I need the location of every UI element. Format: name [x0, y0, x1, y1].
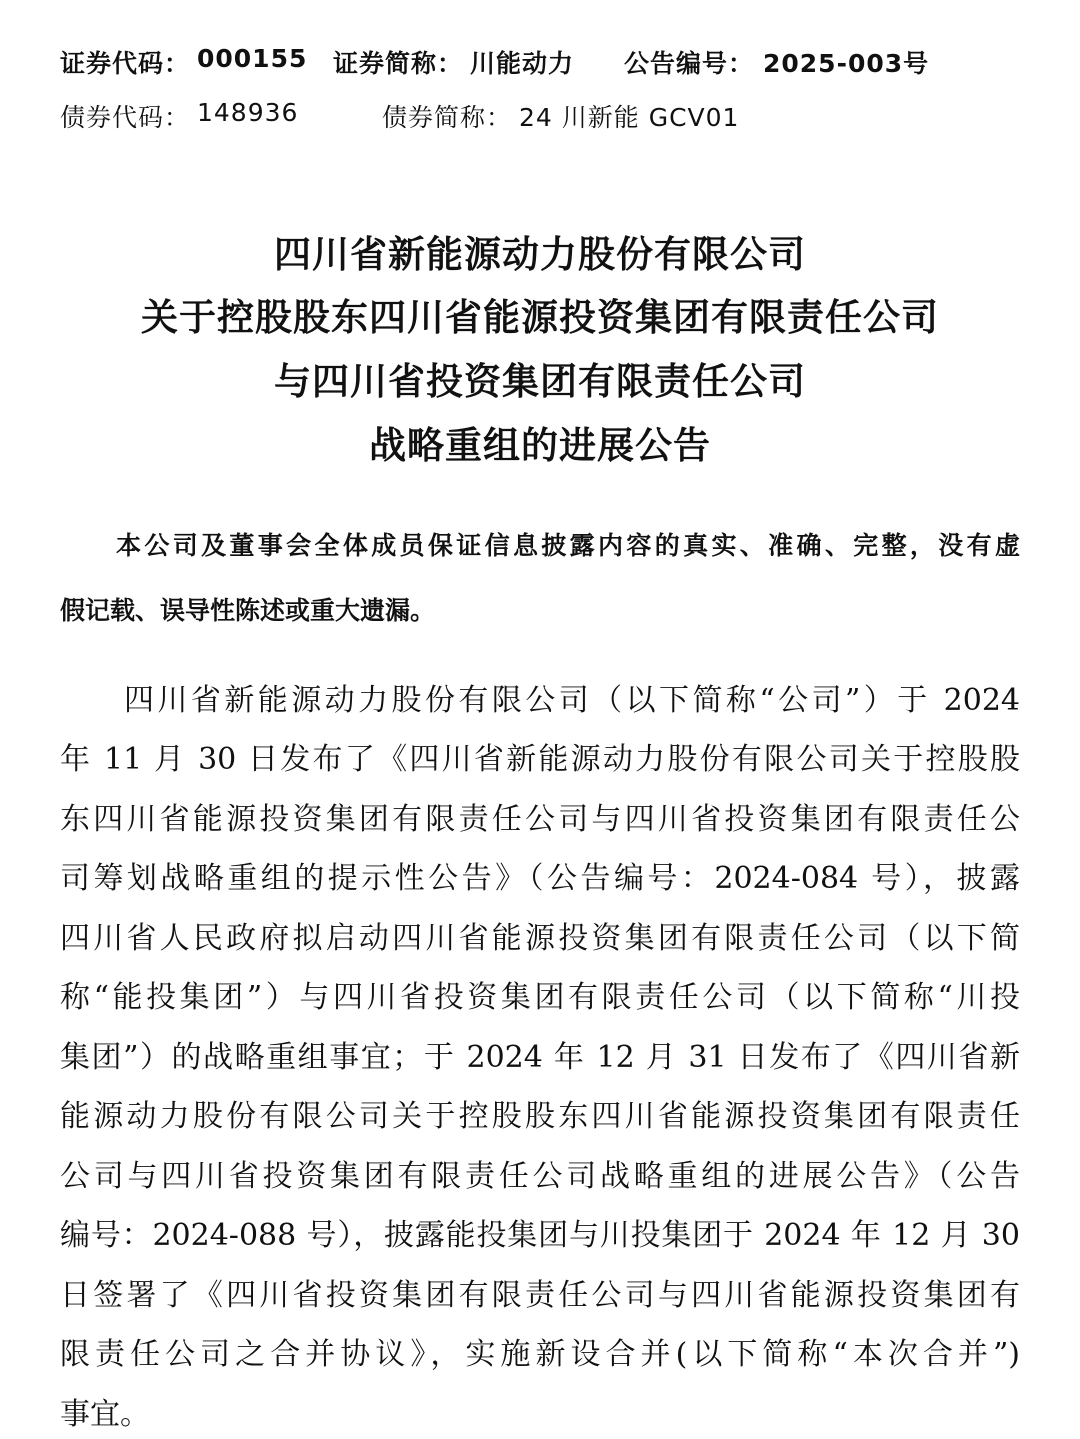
body-line: 四川省新能源动力股份有限公司（以下简称“公司”）于 2024: [124, 683, 1020, 718]
bond-code: 148936: [197, 98, 299, 127]
body-line: 四川省人民政府拟启动四川省能源投资集团有限责任公司（以下简: [60, 921, 1020, 956]
body-line: 集团”）的战略重组事宜；于 2024 年 12 月 31 日发布了《四川省新: [60, 1040, 1020, 1075]
body-line: 能源动力股份有限公司关于控股股东四川省能源投资集团有限责任: [60, 1099, 1020, 1134]
body-line: 日签署了《四川省投资集团有限责任公司与四川省能源投资集团有: [60, 1278, 1020, 1313]
declaration-line: 本公司及董事会全体成员保证信息披露内容的真实、准确、完整，没有虚: [116, 531, 1020, 560]
stock-name: 川能动力: [470, 49, 575, 78]
title-line: 战略重组的进展公告: [369, 423, 711, 467]
title-line: 四川省新能源动力股份有限公司: [274, 232, 806, 276]
body-line: 称“能投集团”）与四川省投资集团有限责任公司（以下简称“川投: [60, 980, 1020, 1015]
body-line: 东四川省能源投资集团有限责任公司与四川省投资集团有限责任公: [60, 802, 1020, 837]
title-line: 与四川省投资集团有限责任公司: [274, 359, 806, 403]
stock-code: 000155: [197, 44, 308, 73]
body-line: 公司与四川省投资集团有限责任公司战略重组的进展公告》（公告: [60, 1159, 1020, 1194]
body-line: 年 11 月 30 日发布了《四川省新能源动力股份有限公司关于控股股: [60, 742, 1020, 777]
announcement-no-label: 公告编号：: [624, 49, 755, 78]
bond-name-label: 债券简称：: [382, 103, 513, 132]
announcement-no: 2025-003号: [763, 49, 930, 78]
stock-code-label: 证券代码：: [60, 49, 191, 78]
body-line: 限责任公司之合并协议》，实施新设合并(以下简称“本次合并”): [60, 1337, 1020, 1372]
bond-code-label: 债券代码：: [60, 103, 191, 132]
body-line: 司筹划战略重组的提示性公告》（公告编号：2024-084 号），披露: [60, 861, 1020, 896]
body-line: 事宜。: [60, 1397, 150, 1432]
declaration-line: 假记载、误导性陈述或重大遗漏。: [60, 596, 436, 625]
stock-name-label: 证券简称：: [333, 49, 464, 78]
title-line: 关于控股股东四川省能源投资集团有限责任公司: [141, 295, 939, 339]
body-line: 编号：2024-088 号），披露能投集团与川投集团于 2024 年 12 月 30: [60, 1218, 1020, 1253]
bond-name: 24 川新能 GCV01: [519, 103, 740, 132]
